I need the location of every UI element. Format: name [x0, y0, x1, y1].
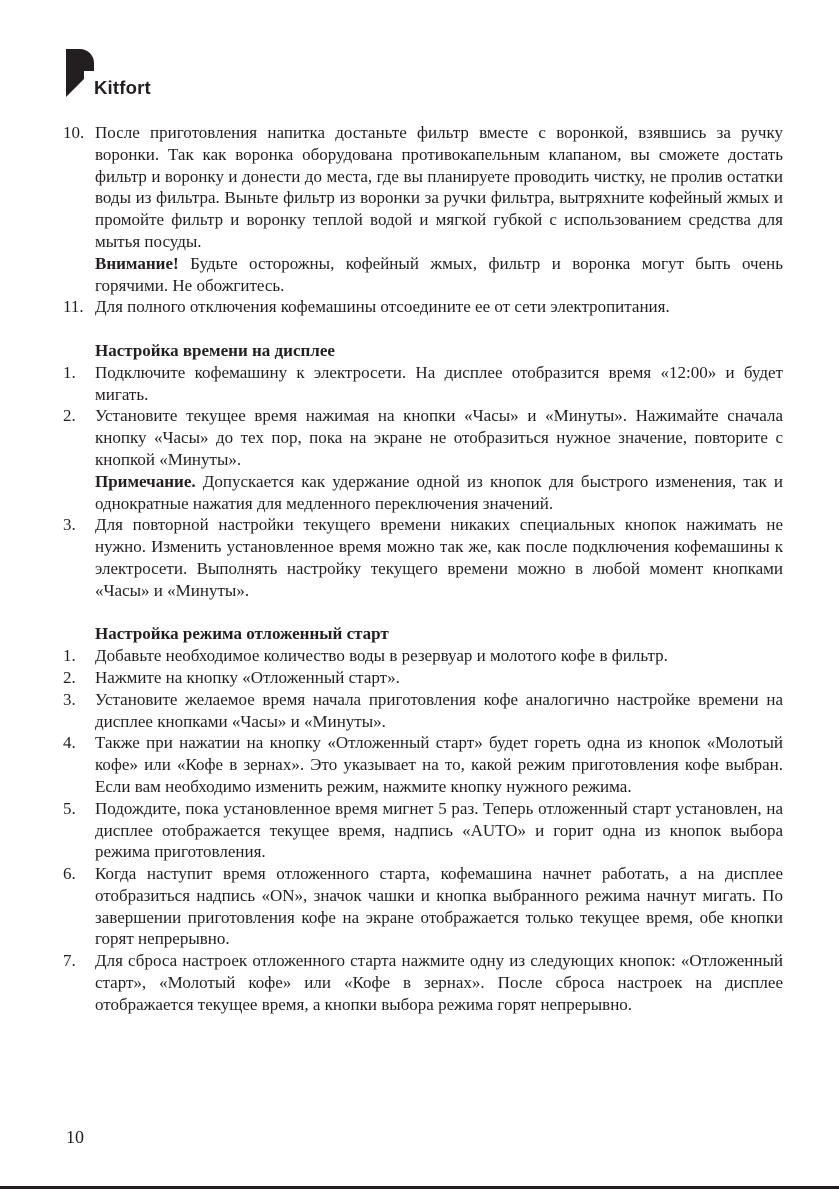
- list-number: 10.: [63, 123, 85, 142]
- list-item: [63, 732, 783, 797]
- list-item: [63, 362, 783, 406]
- brand-name: Kitfort: [94, 77, 151, 98]
- list-number: 1.: [63, 362, 76, 382]
- list-item: [63, 863, 783, 950]
- section-heading-delay: Настройка режима отложенный старт: [95, 624, 389, 644]
- list-item: [63, 798, 783, 863]
- list-text: Для сброса настроек отложенного старта нажмите одну из следующих кнопок: «Отложенный старт», «Молотый кофе» или «Кофе в зернах». После сброса настроек на дисплее отображается текущее время, а кнопки выбора режима горят непрерывно.: [95, 951, 783, 1014]
- list-item: [63, 667, 783, 689]
- note-label: Примечание.: [95, 471, 196, 491]
- warning-text: Будьте осторожны, кофейный жмых, фильтр и воронка могут быть очень горячими. Не обожгитесь.: [95, 253, 783, 295]
- list-text: Для повторной настройки текущего времени никаких специальных кнопок нажимать не нужно. Изменить установленное время можно так же, как после подключения кофемашины к электросети. Выполнять настройку текущего времени можно в любой момент кнопками «Часы» и «Минуты».: [95, 515, 783, 600]
- list-text: Нажмите на кнопку «Отложенный старт».: [95, 667, 400, 687]
- list-item: [63, 405, 783, 470]
- list-item: [63, 645, 783, 667]
- warning-label: Внимание!: [95, 253, 179, 273]
- list-item: [63, 689, 783, 733]
- list-text: Установите желаемое время начала приготовления кофе аналогично настройке времени на дисплее кнопками «Часы» и «Минуты».: [95, 689, 783, 731]
- list-text: Установите текущее время нажимая на кнопки «Часы» и «Минуты». Нажимайте сначала кнопку «Часы» до тех пор, пока на экране не отобразиться нужное значение, повторите с кнопкой «Минуты».: [95, 406, 783, 469]
- list-number: 11.: [63, 297, 84, 317]
- list-number: 5.: [63, 798, 76, 818]
- list-number: 2.: [63, 406, 76, 426]
- list-number: 3.: [63, 515, 76, 535]
- list-text: Когда наступит время отложенного старта, кофемашина начнет работать, а на дисплее отобразиться надпись «ON», значок чашки и кнопка выбранного режима начнут мигать. По завершении приготовления кофе на экране отображается только текущее время, обе кнопки горят непрерывно.: [95, 864, 783, 949]
- list-text: После приготовления напитка достаньте фильтр вместе с воронкой, взявшись за ручку воронки. Так как воронка оборудована противокапельным клапаном, вы сможете достать фильтр и воронку и донести до места, где вы планируете проводить чистку, не пролив остатки воды из фильтра. Выньте фильтр из воронки за ручки фильтра, вытряхните кофейный жмых и промойте фильтр и воронку теплой водой и мягкой губкой с использованием средства для мытья посуды.: [95, 123, 783, 251]
- list-text: Также при нажатии на кнопку «Отложенный старт» будет гореть одна из кнопок «Молотый кофе» или «Кофе в зернах». Это указывает на то, какой режим приготовления кофе выбран. Если вам необходимо изменить режим, нажмите кнопку нужного режима.: [95, 733, 783, 796]
- page-number: 10: [66, 1127, 84, 1147]
- document-body: [63, 122, 783, 1016]
- list-text: Подождите, пока установленное время мигнет 5 раз. Теперь отложенный старт установлен, на дисплее отображается текущее время, надпись «AUTO» и горит одна из кнопок выбора режима приготовления.: [95, 798, 783, 862]
- list-text: Добавьте необходимое количество воды в резервуар и молотого кофе в фильтр.: [95, 646, 668, 666]
- list-number: 3.: [63, 689, 76, 709]
- list-item: [63, 514, 783, 601]
- brand-logo: [66, 47, 186, 101]
- section-heading-time: Настройка времени на дисплее: [95, 340, 335, 360]
- list-number: 7.: [63, 951, 76, 971]
- list-number: 1.: [63, 646, 76, 666]
- list-item: [63, 122, 783, 253]
- list-item: [63, 950, 783, 1015]
- warning-paragraph: [63, 253, 783, 297]
- note-paragraph: [63, 471, 783, 515]
- list-number: 4.: [63, 733, 76, 753]
- list-text: Подключите кофемашину к электросети. На дисплее отобразится время «12:00» и будет мигать.: [95, 362, 783, 404]
- list-number: 6.: [63, 864, 76, 884]
- list-text: Для полного отключения кофемашины отсоедините ее от сети электропитания.: [95, 297, 670, 317]
- list-item: [63, 296, 783, 318]
- list-number: 2.: [63, 667, 76, 687]
- kitfort-logo-icon: [66, 49, 96, 99]
- note-text: Допускается как удержание одной из кнопок для быстрого изменения, так и однократные нажатия для медленного переключения значений.: [95, 471, 783, 513]
